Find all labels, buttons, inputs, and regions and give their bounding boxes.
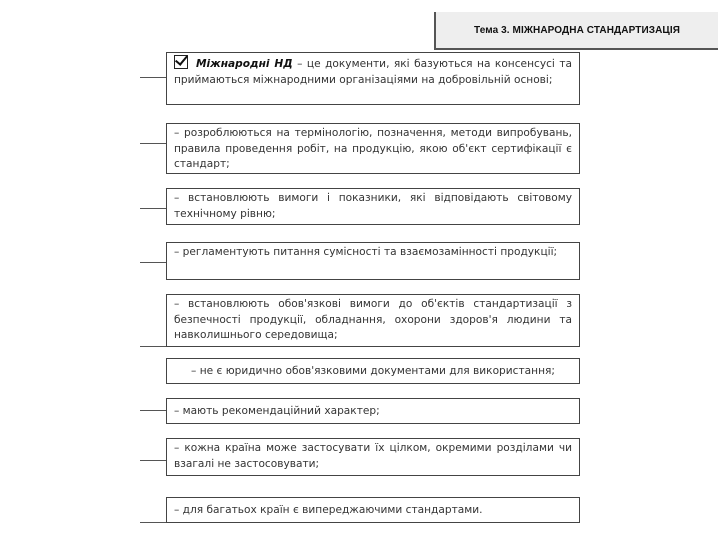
property-box (166, 242, 580, 280)
checkbox-checked-icon (174, 55, 188, 69)
property-box (166, 438, 580, 476)
connector-line (140, 522, 166, 523)
connector-line (140, 346, 166, 347)
slide-title: Тема 3. МІЖНАРОДНА СТАНДАРТИЗАЦІЯ (473, 24, 680, 36)
property-text: – встановлюють вимоги і показники, які відповідають світовому технічному рівню; (174, 192, 572, 220)
property-box (166, 398, 580, 424)
property-text: – мають рекомендаційний характер; (174, 405, 380, 417)
property-text: – встановлюють обов'язкові вимоги до об'єктів стандартизації з безпечності продукції, обладнання, охорони здоров'я людини та навколишнього середовища; (174, 298, 572, 341)
slide-header (434, 12, 718, 50)
property-text: – для багатьох країн є випереджаючими стандартами. (174, 504, 483, 516)
definition-box (166, 52, 580, 105)
definition-text: – це документи, які базуються на консенсусі та приймаються міжнародними організаціями на добровільній основі; (174, 58, 572, 86)
property-text: – не є юридично обов'язковими документами для використання; (191, 365, 555, 377)
property-box (166, 123, 580, 174)
connector-line (140, 262, 166, 263)
connector-line (140, 460, 166, 461)
property-text: – кожна країна може застосувати їх цілком, окремими розділами чи взагалі не застосовувати; (174, 442, 572, 470)
property-box (166, 188, 580, 225)
connector-line (140, 143, 166, 144)
definition-term: Міжнародні НД (196, 58, 293, 70)
property-box (166, 497, 580, 523)
connector-line (140, 77, 166, 78)
property-box (166, 294, 580, 347)
connector-line (140, 208, 166, 209)
property-box (166, 358, 580, 384)
property-text: – регламентують питання сумісності та взаємозамінності продукції; (174, 246, 558, 258)
property-text: – розроблюються на термінологію, позначення, методи випробувань, правила проведення робіт, на продукцію, якою об'єкт сертифікації є стандарт; (174, 127, 572, 170)
connector-line (140, 410, 166, 411)
